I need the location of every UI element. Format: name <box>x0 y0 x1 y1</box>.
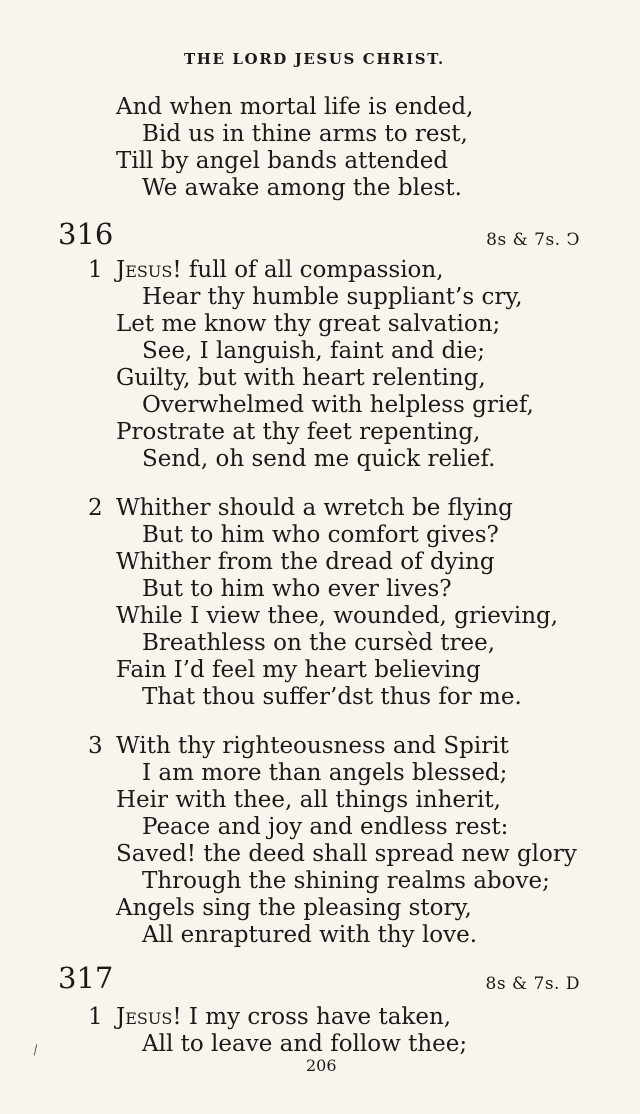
verse-line: Heir with thee, all things inherit, <box>116 787 501 813</box>
verse-number: 1 <box>88 257 103 283</box>
verse-line: Breathless on the cursèd tree, <box>142 630 496 656</box>
continuation-line: Bid us in thine arms to rest, <box>142 121 468 147</box>
continuation-line: Till by angel bands attended <box>116 148 449 174</box>
verse-line: While I view thee, wounded, grieving, <box>116 603 559 629</box>
verse-line: Angels sing the pleasing story, <box>116 895 472 921</box>
verse-line: Prostrate at thy feet repenting, <box>116 419 481 445</box>
verse-line: Saved! the deed shall spread new glory <box>116 841 577 867</box>
verse-line: I am more than angels blessed; <box>142 760 508 786</box>
verse-line: Guilty, but with heart relenting, <box>116 365 486 391</box>
verse-line: Fain I’d feel my heart believing <box>116 657 481 683</box>
verse-line: All enraptured with thy love. <box>142 922 478 948</box>
page-number: 206 <box>306 1056 337 1075</box>
verse-line: That thou suffer’dst thus for me. <box>142 684 522 710</box>
verse-line: Let me know thy great salvation; <box>116 311 501 337</box>
continuation-line: And when mortal life is ended, <box>116 94 474 120</box>
continuation-line: We awake among the blest. <box>142 175 462 201</box>
verse-number: 1 <box>88 1004 103 1030</box>
verse-line: With thy righteousness and Spirit <box>116 733 509 759</box>
hymn-meter: 8s & 7s. D <box>485 974 580 994</box>
verse-line: See, I languish, faint and die; <box>142 338 485 364</box>
verse-line: Whither from the dread of dying <box>116 549 495 575</box>
verse-line: But to him who comfort gives? <box>142 522 499 548</box>
verse-line: Send, oh send me quick relief. <box>142 446 496 472</box>
verse-line: Peace and joy and endless rest: <box>142 814 509 840</box>
verse-line: Hear thy humble suppliant’s cry, <box>142 284 523 310</box>
running-head: THE LORD JESUS CHRIST. <box>184 50 445 68</box>
verse-line: All to leave and follow thee; <box>142 1031 468 1057</box>
verse-line: But to him who ever lives? <box>142 576 452 602</box>
verse-line: Jesus! full of all compassion, <box>116 257 444 283</box>
verse-line: Whither should a wretch be flying <box>116 495 513 521</box>
verse-number: 3 <box>88 733 103 759</box>
hymn-meter: 8s & 7s. Ↄ <box>486 230 580 250</box>
stray-mark-icon: \ <box>29 1042 41 1059</box>
verse-line: Overwhelmed with helpless grief, <box>142 392 534 418</box>
hymn-number: 317 <box>58 961 114 995</box>
verse-line: Through the shining realms above; <box>142 868 550 894</box>
verse-line: Jesus! I my cross have taken, <box>116 1004 452 1030</box>
verse-number: 2 <box>88 495 103 521</box>
hymn-number: 316 <box>58 217 114 251</box>
